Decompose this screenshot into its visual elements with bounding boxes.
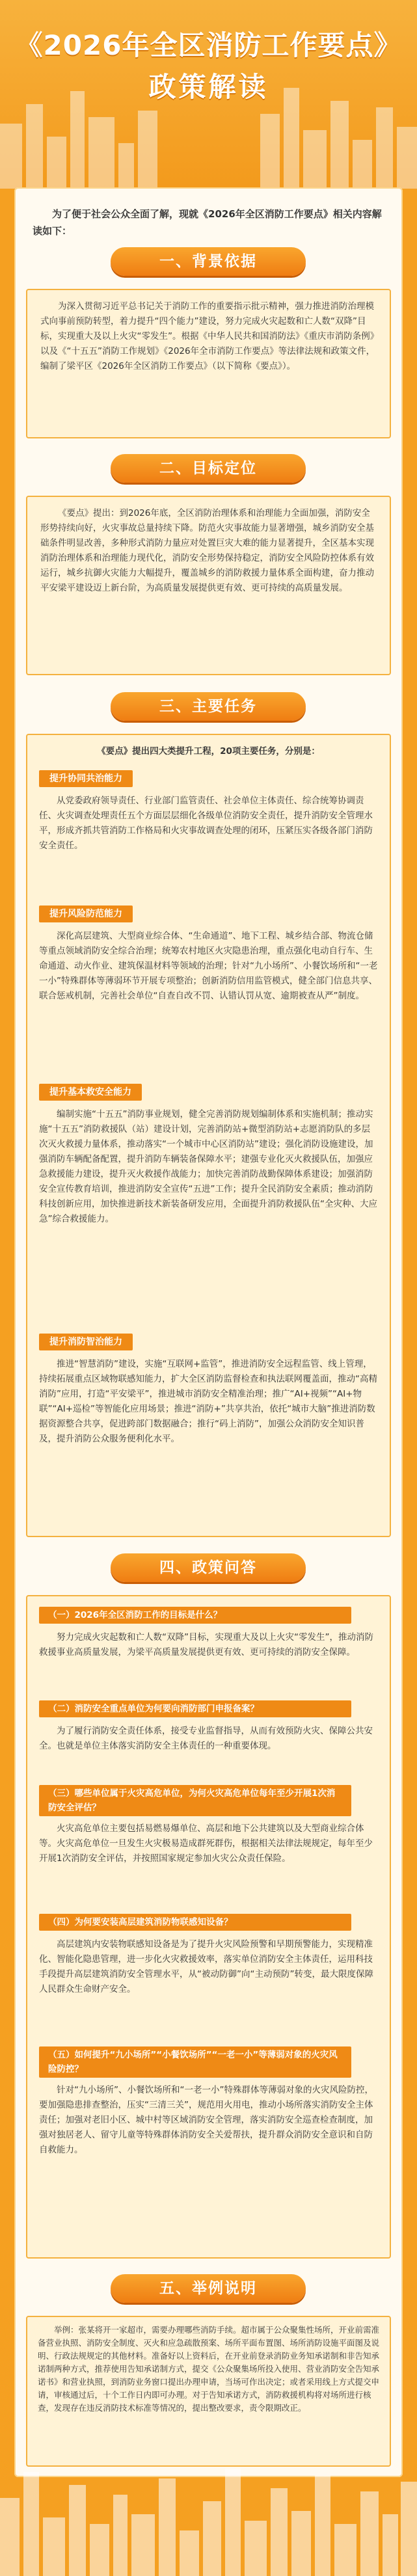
task-3-heading: 提升基本救安全能力 bbox=[39, 1084, 142, 1101]
intro-paragraph: 为了便于社会公众全面了解，现就《2026年全区消防工作要点》相关内容解读如下： bbox=[33, 208, 382, 237]
question-3-text: （三）哪些单位属于火灾高危单位，为何火灾高危单位每年至少开展1次消防安全评估？ bbox=[48, 1788, 336, 1813]
task-1-heading: 提升协同共治能力 bbox=[39, 770, 133, 787]
answer-2-text: 为了履行消防安全责任体系，接受专业监督指导，从而有效预防火灾、保障公共安全。也就是单位主体落实消防安全主体责任的一种重要体现。 bbox=[39, 1726, 373, 1751]
answer-5-text: 针对“九小场所”、小餐饮场所和“一老一小”特殊群体等薄弱对象的火灾风险防控，要加强隐患排查整治，压实“三清三关”，规范用火用电，推动小场所落实消防安全主体责任；加强对老旧小区、城中村等区域消防安全管理，落实消防安全巡查检查制度，加强对独居老人、留守儿童等特殊群体消防安全关爱帮扶，提升群众消防安全意识和自防自救能力。 bbox=[39, 2085, 373, 2155]
task-3-text bbox=[39, 1107, 378, 1227]
answer-1 bbox=[39, 1630, 378, 1660]
page-title: 《2026年全区消防工作要点》 bbox=[15, 29, 402, 61]
answer-3 bbox=[39, 1821, 378, 1866]
answer-5 bbox=[39, 2083, 378, 2158]
answer-4 bbox=[39, 1937, 378, 1997]
question-1-text: （一）2026年全区消防工作的目标是什么？ bbox=[48, 1610, 222, 1620]
task-1-text bbox=[39, 794, 378, 853]
answer-1-text: 努力完成火灾起数和亡人数“双降”目标，实现重大及以上火灾“零发生”，推动消防救援事业高质量发展，为梁平高质量发展提供更有效、更可持续的消防安全保障。 bbox=[39, 1632, 373, 1657]
background-section-box bbox=[26, 289, 391, 438]
example-section-box bbox=[26, 2316, 391, 2467]
question-4-text: （四）为何要安装高层建筑消防物联感知设备？ bbox=[48, 1917, 233, 1927]
page-subtitle: 政策解读 bbox=[148, 71, 269, 103]
task-1-body: 从党委政府领导责任、行业部门监管责任、社会单位主体责任、综合统筹协调责任、火灾调查处理责任五个方面层层细化各级单位消防安全责任，提升消防安全管理水平，形成齐抓共管消防工作格局和火灾事故调查处理的闭环，压紧压实各级各部门消防安全责任。 bbox=[39, 796, 373, 851]
task-4-heading: 提升消防智治能力 bbox=[39, 1334, 133, 1350]
task-2-text bbox=[39, 929, 378, 1004]
goals-section-box bbox=[26, 496, 391, 675]
section-heading-goals: 二、目标定位 bbox=[111, 454, 306, 483]
tasks-lead: 《要点》提出四大类提升工程，20项主要任务，分别是： bbox=[97, 746, 320, 757]
question-4 bbox=[39, 1914, 351, 1931]
question-1 bbox=[39, 1607, 351, 1624]
question-2-text: （二）消防安全重点单位为何要向消防部门申报备案？ bbox=[48, 1704, 259, 1714]
task-4-text bbox=[39, 1357, 378, 1447]
content-card bbox=[14, 187, 403, 2477]
task-3-body: 编制实施“十五五”消防事业规划，健全完善消防规划编制体系和实施机制；推动实施“十五五”消防救援队（站）建设计划，完善消防站+微型消防站+志愿消防队的多层次灭火救援力量体系，推动落实“一个城市中心区消防站”建设；强化消防设施建设，加强消防车辆配备配置，提升消防车辆装备保障水平；建强专业化灭火救援队伍，加强应急救援能力建设，提升灭火救援作战能力；加快完善消防战勤保障体系建设；加强消防安全宣传教育培训，推进消防安全宣传“五进”工作；提升全民消防安全素质；推动消防科技创新应用，加快推进新技术新装备研发应用，全面提升消防救援队伍“全灾种、大应急”综合救援能力。 bbox=[39, 1109, 377, 1224]
answer-2 bbox=[39, 1724, 378, 1754]
hero-banner bbox=[0, 0, 417, 189]
question-5-text: （五）如何提升“九小场所”“小餐饮场所”“一老一小”等薄弱对象的火灾风险防控？ bbox=[48, 2050, 338, 2074]
answer-4-text: 高层建筑内安装物联感知设备是为了提升火灾风险预警和早期预警能力，实现精准化、智能化隐患管理，进一步化火灾救援效率，落实单位消防安全主体责任，运用科技手段提升高层建筑消防安全管理水平，从“被动防御”向“主动预防”转变，最大限度保障人民群众生命财产安全。 bbox=[39, 1939, 373, 1994]
section-heading-qa: 四、政策问答 bbox=[111, 1553, 306, 1582]
question-5 bbox=[39, 2046, 351, 2078]
goals-text: 《要点》提出：到2026年底，全区消防治理体系和治理能力全面加强，消防安全形势持续向好，火灾事故总量持续下降。防范火灾事故能力显著增强，城乡消防安全基础条件明显改善，多种形式消防力量应对处置巨灾大难的能力显著提升，全区基本实现消防治理体系和治理能力现代化，消防安全形势保持稳定，消防安全风险防控体系有效运行，城乡抗御火灾能力大幅提升，覆盖城乡的消防救援力量体系全面构建，奋力推动平安梁平建设迈上新台阶，为高质量发展提供更有效、更可持续的高质量发展。 bbox=[40, 508, 374, 593]
task-2-heading: 提升风险防范能力 bbox=[39, 906, 133, 922]
question-2 bbox=[39, 1700, 351, 1717]
task-4-body: 推进“智慧消防”建设，实施“互联网+监管”，推进消防安全远程监管、线上管理，持续拓展重点区域物联感知能力，扩大全区消防监督检查和执法联网覆盖面，推动“高精消防”应用，打造“平安梁平”，推进城市消防安全精准治理；推广“AI+视频”“AI+物联”“AI+巡检”等智能化应用场景；推进“消防+”共享共治，依托“城市大脑”推进消防数据资源整合共享，促进跨部门数据融合；推行“码上消防”，加强公众消防安全知识普及，提升消防公众服务便利化水平。 bbox=[39, 1359, 377, 1444]
example-text: 举例：张某将开一家超市，需要办理哪些消防手续。超市属于公众聚集性场所，开业前需准备营业执照、消防安全制度、灭火和应急疏散预案、场所平面布置图、场所消防设施平面图及说明、行政法规规定的其他材料。准备好以上资料后，在开业前登录消防业务知承诺制和非告知承诺制两种方式，推荐使用告知承诺制方式，提交《公众聚集场所投入使用、营业消防安全告知承诺书》和营业执照，到消防业务窗口提出办理申请，当场可作出决定；或者采用线上方式提交申请，审核通过后，十个工作日内即可办理。对于告知承诺方式，消防救援机构将对场所进行核查，发现存在违反消防技术标准等情况的，提出整改要求，责令限期改正。 bbox=[38, 2325, 380, 2413]
question-3 bbox=[39, 1785, 351, 1816]
background-text: 为深入贯彻习近平总书记关于消防工作的重要指示批示精神，强力推进消防治理模式向事前预防转型，着力提升“四个能力”建设，努力完成火灾起数和亡人数“双降”目标，实现重大及以上火灾“零发生”。根据《中华人民共和国消防法》《重庆市消防条例》以及《“十五五”消防工作规划》《2026年全市消防工作要点》等法律法规和政策文件，编制了梁平区《2026年全区消防工作要点》（以下简称《要点》）。 bbox=[40, 301, 375, 371]
section-heading-tasks: 三、主要任务 bbox=[111, 692, 306, 721]
answer-3-text: 火灾高危单位主要包括易燃易爆单位、高层和地下公共建筑以及大型商业综合体等。火灾高危单位一旦发生火灾极易造成群死群伤，根据相关法律法规规定，每年至少开展1次消防安全评估，并按照国家规定参加火灾公众责任保险。 bbox=[39, 1823, 373, 1864]
section-heading-background: 一、背景依据 bbox=[111, 247, 306, 276]
task-2-body: 深化高层建筑、大型商业综合体、“生命通道”、地下工程、城乡结合部、物流仓储等重点领域消防安全综合治理；统筹农村地区火灾隐患治理，重点强化电动自行车、生命通道、动火作业、建筑保温材料等领域的治理；针对“九小场所”、小餐饮场所和“一老一小”特殊群体等薄弱环节开展专项整治；创新消防信用监管模式，健全部门信息共享、联合惩戒机制，完善社会单位“自查自改不罚、认错认罚从宽、逾期被查从严”制度。 bbox=[39, 931, 378, 1001]
section-heading-example: 五、举例说明 bbox=[111, 2274, 306, 2303]
footer-skyline-decoration bbox=[0, 2459, 417, 2576]
